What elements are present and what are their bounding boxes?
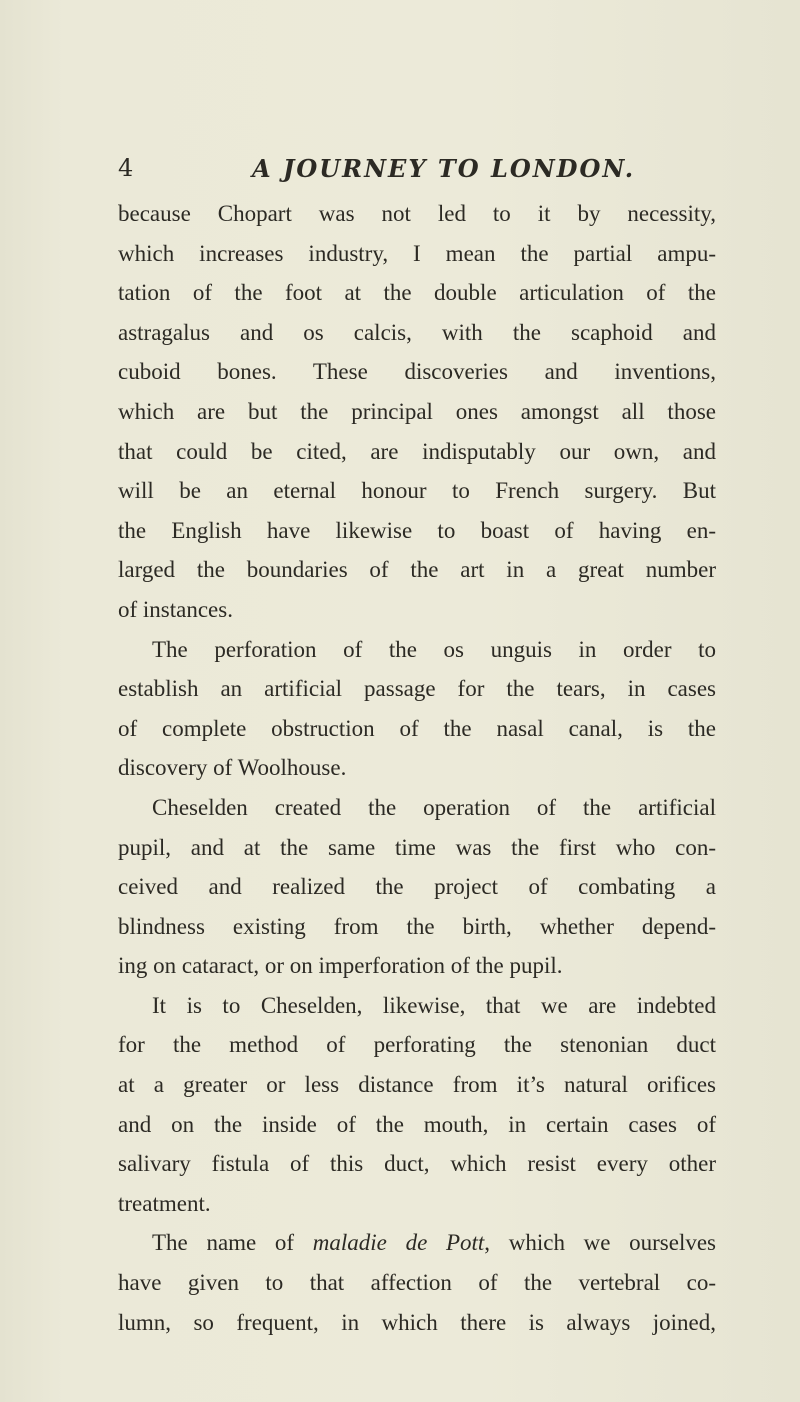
text-line: ing on cataract, or on imperforation of the pupil. xyxy=(118,953,563,979)
text-line: of complete obstruction of the nasal canal, is the xyxy=(118,715,716,741)
text-line: and on the inside of the mouth, in certain cases of xyxy=(118,1111,716,1137)
text-line: that could be cited, are indisputably our own, and xyxy=(118,438,716,464)
text-line: will be an eternal honour to French surgery. But xyxy=(118,478,716,504)
text-line: at a greater or less distance from it’s natural orifices xyxy=(118,1072,716,1098)
text-segment: The name of xyxy=(152,1230,313,1256)
text-line: pupil, and at the same time was the first who con- xyxy=(118,834,716,860)
text-line: blindness existing from the birth, whether depend- xyxy=(118,913,716,939)
text-line: establish an artificial passage for the tears, in cases xyxy=(118,676,716,702)
page-header xyxy=(118,154,718,194)
text-line: which are but the principal ones amongst all those xyxy=(118,398,716,424)
text-line: of instances. xyxy=(118,596,233,622)
text-line: It is to Cheselden, likewise, that we are indebted xyxy=(152,992,716,1018)
italic-phrase: maladie de Pott xyxy=(312,1230,485,1256)
text-line: salivary fistula of this duct, which resist every other xyxy=(118,1151,716,1177)
text-segment: , which we ourselves xyxy=(484,1230,716,1256)
text-line: which increases industry, I mean the partial ampu- xyxy=(118,240,716,266)
page-number: 4 xyxy=(118,154,134,182)
text-line: treatment. xyxy=(118,1190,211,1216)
body-text xyxy=(118,194,716,1342)
text-line: have given to that affection of the vertebral co- xyxy=(118,1270,716,1296)
text-line: astragalus and os calcis, with the scaphoid and xyxy=(118,319,716,345)
text-line: larged the boundaries of the art in a great number xyxy=(118,557,716,583)
text-line: Cheselden created the operation of the artificial xyxy=(152,794,716,820)
text-line: for the method of perforating the stenonian duct xyxy=(118,1032,716,1058)
text-line: ceived and realized the project of combating a xyxy=(118,874,716,900)
text-line-mixed xyxy=(118,1223,716,1263)
text-line: lumn, so frequent, in which there is always joined, xyxy=(118,1309,716,1335)
text-line: tation of the foot at the double articulation of the xyxy=(118,280,716,306)
text-line: because Chopart was not led to it by necessity, xyxy=(118,201,716,226)
text-line: cuboid bones. These discoveries and inventions, xyxy=(118,359,716,385)
text-line: discovery of Woolhouse. xyxy=(118,755,347,781)
text-line: the English have likewise to boast of having en- xyxy=(118,517,716,543)
running-head: A JOURNEY TO LONDON. xyxy=(252,154,636,183)
text-line: The perforation of the os unguis in order to xyxy=(152,636,716,662)
